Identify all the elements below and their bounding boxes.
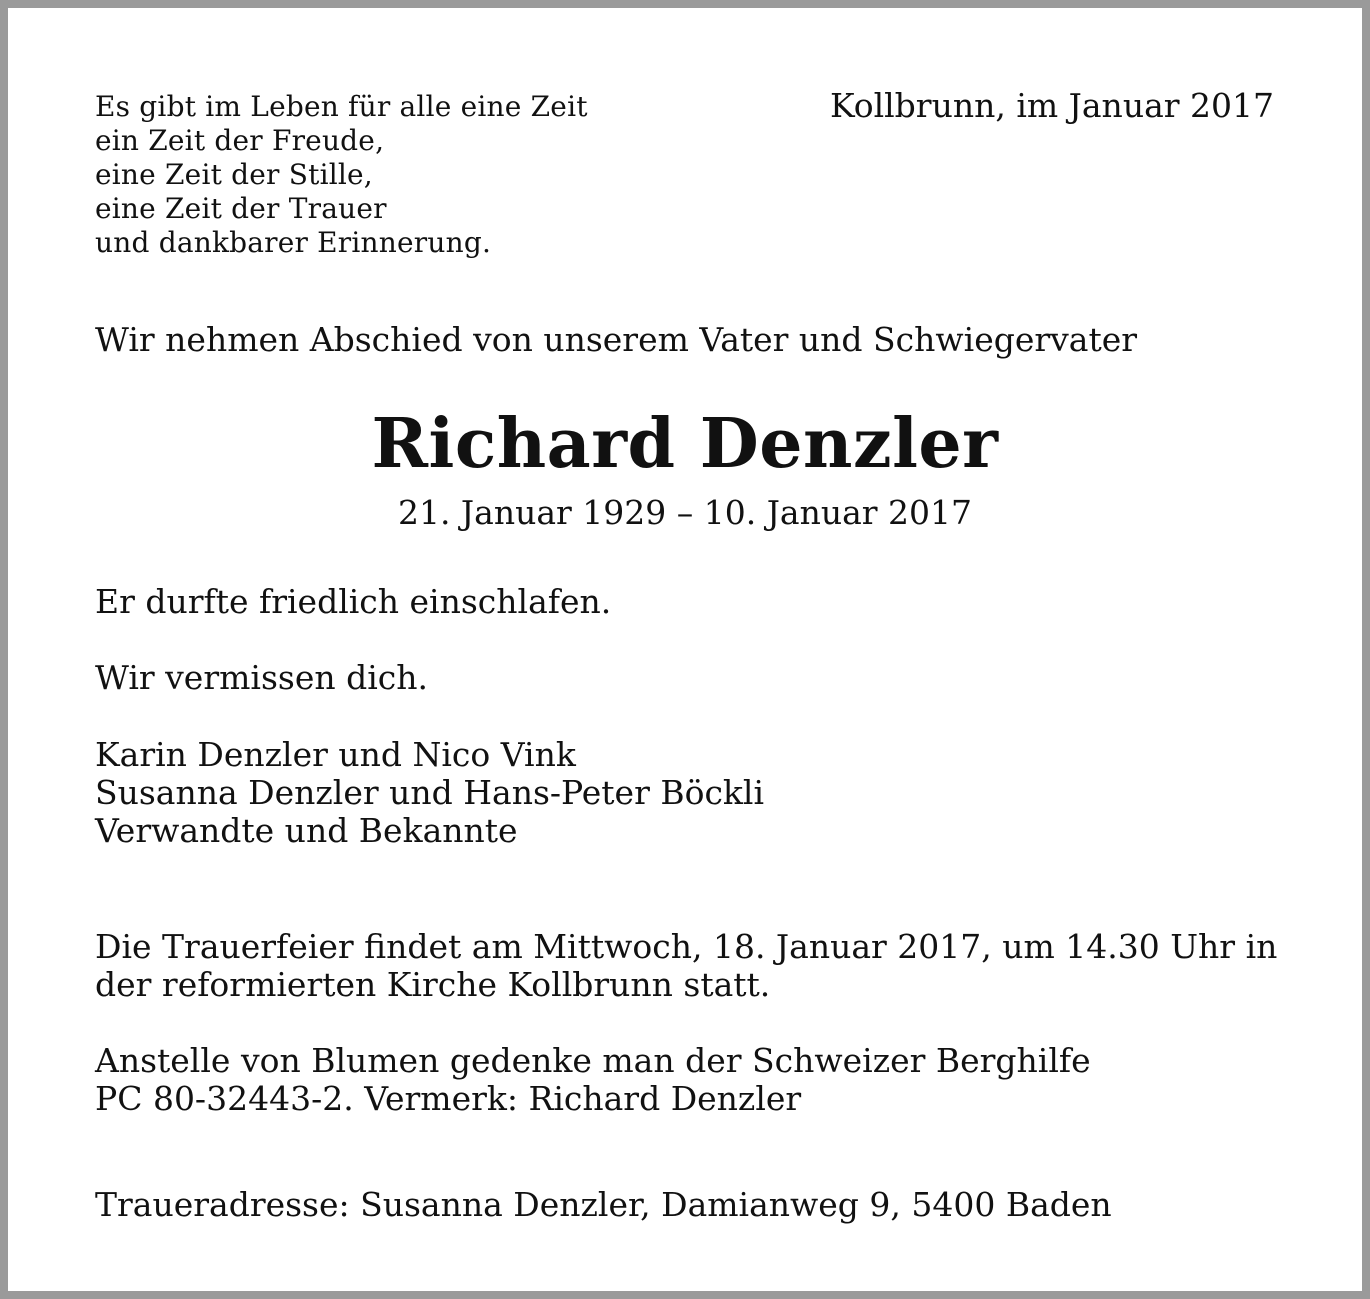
mourning-address: Traueradresse: Susanna Denzler, Damianweg 9, 5400 Baden [95,1185,1112,1224]
poem-line: eine Zeit der Stille, [95,158,373,191]
donation-line: PC 80-32443-2. Vermerk: Richard Denzler [95,1079,802,1118]
life-dates: 21. Januar 1929 – 10. Januar 2017 [397,493,973,532]
poem-line: Es gibt im Leben für alle eine Zeit [95,90,588,123]
place-date: Kollbrunn, im Januar 2017 [829,86,1274,125]
service-info [95,928,1277,1004]
poem [95,90,588,260]
service-line: Die Trauerfeier findet am Mittwoch, 18. Januar 2017, um 14.30 Uhr in [95,927,1278,966]
donation-line: Anstelle von Blumen gedenke man der Schweizer Berghilfe [95,1041,1091,1080]
family-member: Susanna Denzler und Hans-Peter Böckli [95,773,765,812]
intro-text: Wir nehmen Abschied von unserem Vater und Schwiegervater [95,320,1138,359]
obituary-page [8,8,1362,1291]
family-member: Karin Denzler und Nico Vink [95,735,576,774]
service-line: der reformierten Kirche Kollbrunn statt. [95,965,771,1004]
message-sleep: Er durfte friedlich einschlafen. [95,582,612,621]
deceased-name: Richard Denzler [371,404,999,484]
family-list [95,736,764,850]
poem-line: und dankbarer Erinnerung. [95,226,492,259]
message-miss: Wir vermissen dich. [95,658,428,697]
poem-line: eine Zeit der Trauer [95,192,387,225]
poem-line: ein Zeit der Freude, [95,124,385,157]
donation-info [95,1042,1091,1118]
family-member: Verwandte und Bekannte [95,811,518,850]
